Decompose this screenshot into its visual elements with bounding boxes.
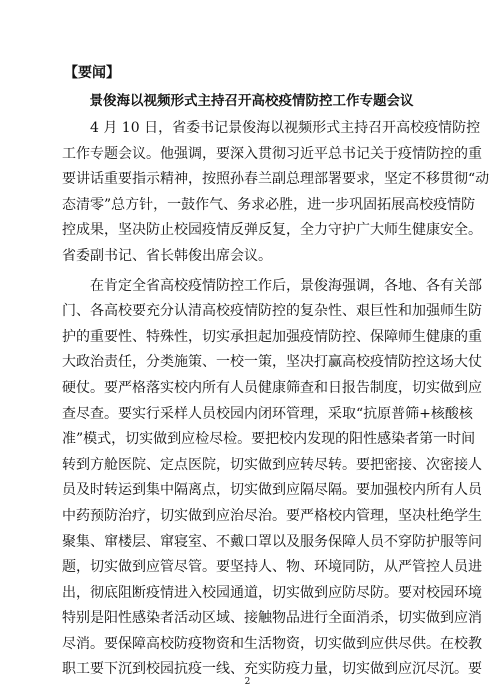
text-line: 出，彻底阻断疫情进入校园通道，切实做到应防尽防。要对校园环境 bbox=[62, 584, 482, 601]
paragraph-2 bbox=[62, 274, 482, 684]
text-line: 聚集、窜楼层、窜寝室、不戴口罩以及服务保障人员不穿防护服等问 bbox=[62, 533, 482, 550]
text-line: 尽消。要保障高校防疫物资和生活物资，切实做到应供尽供。在校教 bbox=[62, 635, 482, 652]
text-line: 职工要下沉到校园抗疫一线、充实防疫力量，切实做到应沉尽沉。要 bbox=[62, 661, 482, 678]
paragraph-1 bbox=[62, 116, 490, 270]
text-line: 在肯定全省高校疫情防控工作后，景俊海强调，各地、各有关部 bbox=[90, 277, 482, 294]
text-line: 大政治责任，分类施策、一校一策，坚决打赢高校疫情防控这场大仗 bbox=[62, 354, 482, 371]
text-line: 查尽查。要实行采样人员校园内闭环管理，采取“抗原普筛+核酸核 bbox=[62, 405, 473, 422]
section-tag: 【要闻】 bbox=[64, 65, 120, 81]
text-line: 中药预防治疗，切实做到应治尽治。要严格校内管理，坚决杜绝学生 bbox=[62, 507, 482, 524]
text-line: 转到方舱医院、定点医院，切实做到应转尽转。要把密接、次密接人 bbox=[62, 456, 482, 473]
text-line: 护的重要性、特殊性，切实承担起加强疫情防控、保障师生健康的重 bbox=[62, 328, 482, 345]
text-line: 要讲话重要指示精神，按照孙春兰副总理部署要求，坚定不移贯彻“动 bbox=[62, 171, 490, 188]
article-body bbox=[62, 116, 490, 683]
text-line: 准”模式，切实做到应检尽检。要把校内发现的阳性感染者第一时间 bbox=[62, 431, 476, 448]
text-line: 题，切实做到应管尽管。要坚持人、物、环境同防，从严管控人员进 bbox=[62, 559, 482, 576]
text-line: 4 月 10 日，省委书记景俊海以视频形式主持召开高校疫情防控 bbox=[90, 120, 481, 136]
article-title: 景俊海以视频形式主持召开高校疫情防控工作专题会议 bbox=[89, 93, 414, 109]
text-line: 特别是阳性感染者活动区域、接触物品进行全面消杀，切实做到应消 bbox=[62, 610, 482, 627]
text-line: 工作专题会议。他强调，要深入贯彻习近平总书记关于疫情防控的重 bbox=[62, 145, 482, 162]
text-line: 省委副书记、省长韩俊出席会议。 bbox=[62, 247, 272, 264]
text-line: 硬仗。要严格落实校内所有人员健康筛查和日报告制度，切实做到应 bbox=[62, 379, 482, 396]
text-line: 态清零”总方针，一鼓作气、务求必胜，进一步巩固拓展高校疫情防 bbox=[62, 196, 476, 213]
page-number: 2 bbox=[244, 677, 251, 687]
text-line: 门、各高校要充分认清高校疫情防控的复杂性、艰巨性和加强师生防 bbox=[62, 303, 482, 320]
text-line: 控成果，坚决防止校园疫情反弹反复，全力守护广大师生健康安全。 bbox=[62, 222, 482, 239]
text-line: 员及时转运到集中隔离点，切实做到应隔尽隔。要加强校内所有人员 bbox=[62, 482, 482, 499]
